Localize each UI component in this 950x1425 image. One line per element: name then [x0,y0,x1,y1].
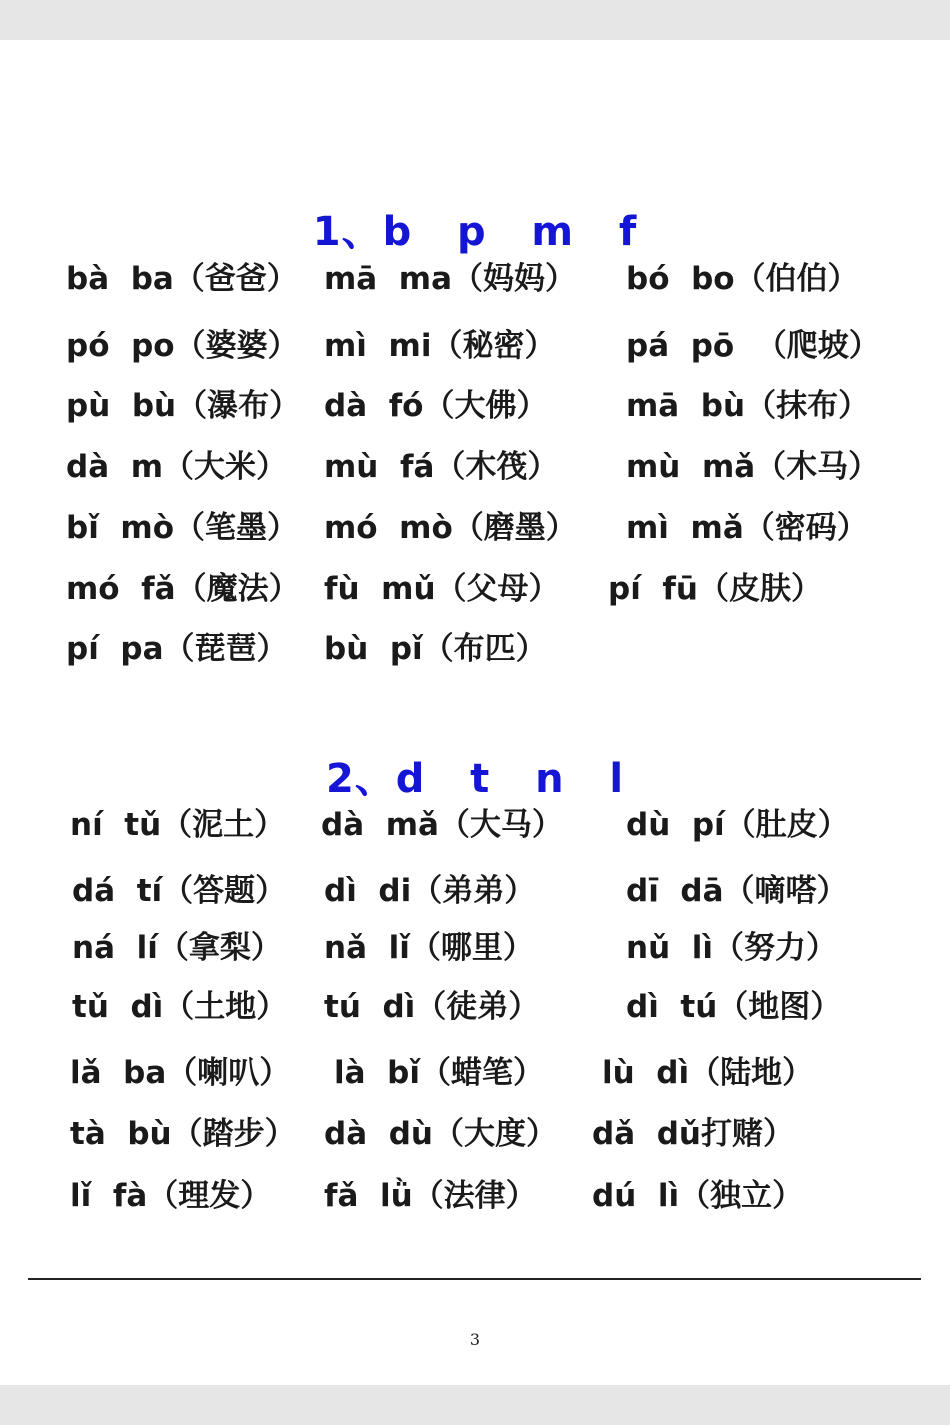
entry: dà mǎ（大马） [321,807,563,843]
entry: dú lì（独立） [592,1178,804,1214]
entry: dì tú（地图） [626,989,842,1025]
footer-divider [28,1278,921,1280]
entry: mì mi（秘密） [324,328,556,364]
entry: dà fó（大佛） [324,388,548,424]
entry: bó bo（伯伯） [626,261,859,297]
entry: bǐ mò（笔墨） [66,510,299,546]
page-number: 3 [469,1330,481,1349]
entry: pù bù（瀑布） [66,388,301,424]
entry: dá tí（答题） [72,873,287,909]
entry: mù fá（木筏） [324,449,559,485]
entry: dà dù（大度） [324,1116,557,1152]
entry: bà ba（爸爸） [66,261,298,297]
entry: dǎ dǔ打赌） [592,1116,794,1152]
entry: nǎ lǐ（哪里） [324,930,534,966]
entry: dà m（大米） [66,449,287,485]
entry: tà bù（踏步） [70,1116,296,1152]
section-title-bpmf: 1、b p m f [312,209,638,255]
document-page [0,40,950,1385]
entry: là bǐ（蜡笔） [334,1055,544,1091]
entry: dù pí（肚皮） [626,807,849,843]
entry: mó fǎ（魔法） [66,571,300,607]
entry: ná lí（拿梨） [72,930,282,966]
entry: mā bù（抹布） [626,388,870,424]
entry: tú dì（徒弟） [324,989,540,1025]
entry: dì di（弟弟） [324,873,536,909]
entry: fù mǔ（父母） [324,571,560,607]
entry: mù mǎ（木马） [626,449,880,485]
entry: mó mò（磨墨） [324,510,577,546]
entry: pí fū（皮肤） [608,571,822,607]
entry: pí pa（琵琶） [66,631,288,667]
entry: lù dì（陆地） [602,1055,814,1091]
entry: tǔ dì（土地） [72,989,288,1025]
entry: pá pō （爬坡） [626,328,880,364]
entry: fǎ lǜ（法律） [324,1178,537,1214]
entry: pó po（婆婆） [66,328,299,364]
entry: dī dā（嘀嗒） [626,873,848,909]
entry: bù pǐ（布匹） [324,631,547,667]
entry: mì mǎ（密码） [626,510,868,546]
entry: mā ma（妈妈） [324,261,577,297]
entry: lǐ fà（理发） [70,1178,272,1214]
section-title-dtnl: 2、d t n l [325,756,625,802]
entry: nǔ lì（努力） [626,930,837,966]
entry: ní tǔ（泥土） [70,807,286,843]
entry: lǎ ba（喇叭） [70,1055,291,1091]
